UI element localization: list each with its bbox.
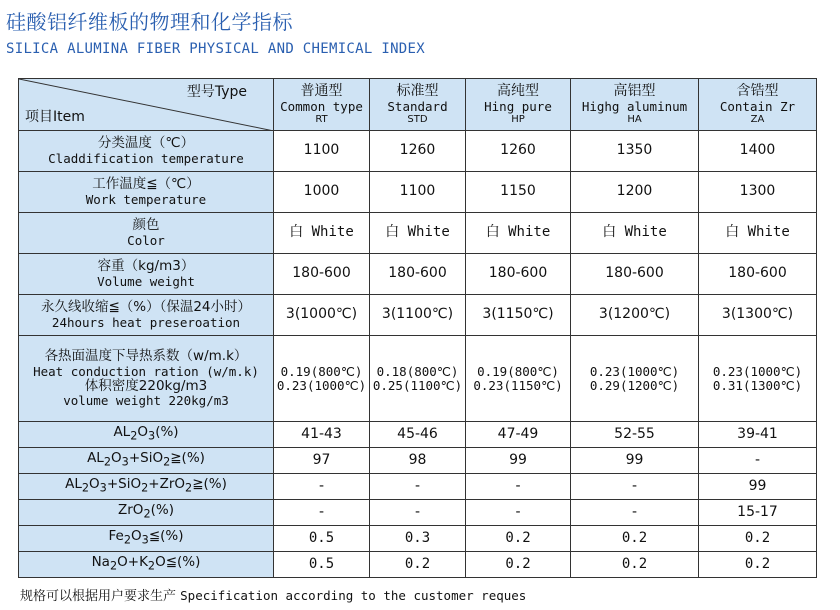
col-header-hp (466, 79, 571, 131)
table-cell: 3(1300℃) (699, 295, 817, 336)
row-label (19, 213, 274, 254)
table-cell: 3(1000℃) (274, 295, 370, 336)
table-cell: 1300 (699, 172, 817, 213)
col-en: Highg aluminum (581, 98, 688, 114)
conduction-row (19, 336, 817, 422)
table-cell: - (274, 500, 370, 526)
table-cell: 99 (699, 474, 817, 500)
col-header-rt (274, 79, 370, 131)
table-cell: 0.2 (466, 552, 571, 578)
table-cell: 3(1150℃) (466, 295, 571, 336)
cell-line: 0.19(800℃) (477, 363, 559, 379)
table-cell: 0.2 (466, 526, 571, 552)
table-row (19, 131, 817, 172)
col-cn: 含锆型 (736, 83, 779, 100)
row-label-cn: 工作温度≦（℃） (92, 176, 200, 193)
table-cell: - (699, 448, 817, 474)
table-cell: 白 White (571, 213, 699, 254)
table-cell: 180-600 (466, 254, 571, 295)
col-code: ZA (750, 113, 765, 125)
table-cell (466, 336, 571, 422)
table-cell (370, 336, 466, 422)
cell-line: 0.23(1000℃) (589, 363, 680, 379)
row-label: $Na_2O+K_2O≦(\%)$ (19, 552, 274, 578)
row-label-en: Volume weight (97, 273, 195, 289)
table-row (19, 422, 817, 448)
row-label: $AL_2O_3+SiO_2+ZrO_2≧(\%)$ (19, 474, 274, 500)
col-header-ha (571, 79, 699, 131)
cell-line: 0.25(1100℃) (372, 377, 463, 393)
cell-line: 0.31(1300℃) (712, 377, 803, 393)
row-label (19, 336, 274, 422)
table-cell: 1400 (699, 131, 817, 172)
table-cell: - (571, 474, 699, 500)
table-cell: 1350 (571, 131, 699, 172)
col-en: Contain Zr (719, 98, 796, 114)
table-cell: 99 (466, 448, 571, 474)
table-row (19, 448, 817, 474)
table-cell: 3(1200℃) (571, 295, 699, 336)
table-row (19, 172, 817, 213)
table-cell: 99 (571, 448, 699, 474)
col-cn: 普通型 (300, 83, 343, 100)
table-cell: 45-46 (370, 422, 466, 448)
table-cell: - (571, 500, 699, 526)
table-cell: 白 White (699, 213, 817, 254)
cell-line: 0.23(1000℃) (712, 363, 803, 379)
spec-table (18, 78, 817, 578)
row-label-cn: 颜色 (132, 217, 160, 234)
table-cell: 180-600 (370, 254, 466, 295)
table-cell: 97 (274, 448, 370, 474)
row-label: $Fe_2O_3≦(\%)$ (19, 526, 274, 552)
table-cell: 52-55 (571, 422, 699, 448)
table-row (19, 254, 817, 295)
row-label: $AL_2O_3(\%)$ (19, 422, 274, 448)
table-cell: 白 White (466, 213, 571, 254)
table-row (19, 474, 817, 500)
row-label (19, 131, 274, 172)
table-cell: 0.2 (571, 526, 699, 552)
table-cell: 0.2 (699, 526, 817, 552)
table-cell: 1200 (571, 172, 699, 213)
table-cell: 0.2 (370, 552, 466, 578)
table-cell (274, 336, 370, 422)
table-cell: 0.5 (274, 552, 370, 578)
col-code: HA (627, 113, 642, 125)
col-header-za (699, 79, 817, 131)
type-label: 型号Type (186, 84, 247, 100)
table-row (19, 526, 817, 552)
row-label: $AL_2O_3+SiO_2≧(\%)$ (19, 448, 274, 474)
table-cell: 1000 (274, 172, 370, 213)
cell-line: 0.18(800℃) (376, 363, 459, 379)
cell-line: 0.19(800℃) (280, 363, 363, 379)
footnote-cn: 规格可以根据用户要求生产 (20, 589, 177, 604)
row-label (19, 172, 274, 213)
row-label-en: Color (127, 232, 165, 248)
table-row (19, 213, 817, 254)
row-label-cn: 分类温度（℃） (97, 135, 195, 152)
row-label: ZrO$_2$(%) (19, 500, 274, 526)
row-label-en: 24hours heat preseroation (51, 314, 241, 330)
table-cell: - (466, 474, 571, 500)
table-cell: 白 White (370, 213, 466, 254)
page-subtitle: SILICA ALUMINA FIBER PHYSICAL AND CHEMICAL INDEX (6, 41, 425, 57)
cell-line: 0.29(1200℃) (589, 377, 680, 393)
table-row (19, 295, 817, 336)
row-label-cn: 永久线收缩≦（%）（保温24小时） (40, 299, 252, 316)
table-cell: 15-17 (699, 500, 817, 526)
table-cell: 白 White (274, 213, 370, 254)
cell-line: 0.23(1150℃) (473, 377, 563, 393)
table-cell: 1260 (370, 131, 466, 172)
col-code: RT (315, 113, 328, 125)
table-cell: - (274, 474, 370, 500)
table-cell: 98 (370, 448, 466, 474)
table-cell (699, 336, 817, 422)
table-cell: - (370, 474, 466, 500)
row-label-en-2: volume weight 220kg/m3 (63, 392, 229, 408)
col-header-std (370, 79, 466, 131)
col-en: Hing pure (484, 98, 552, 114)
row-label-en: Heat conduction ration (w/m.k) (33, 363, 259, 379)
table-cell: 39-41 (699, 422, 817, 448)
table-cell: 0.2 (571, 552, 699, 578)
header-row (19, 79, 817, 131)
table-row (19, 500, 817, 526)
table-cell: 180-600 (699, 254, 817, 295)
row-label (19, 295, 274, 336)
table-cell: 180-600 (571, 254, 699, 295)
row-label-cn: 容重（kg/m3） (97, 258, 195, 275)
table-cell: 47-49 (466, 422, 571, 448)
table-cell: 41-43 (274, 422, 370, 448)
header-corner (19, 79, 274, 131)
table-cell: 3(1100℃) (370, 295, 466, 336)
table-cell: - (466, 500, 571, 526)
table-cell (571, 336, 699, 422)
page-title: 硅酸铝纤维板的物理和化学指标 (6, 10, 293, 34)
table-cell: 1100 (274, 131, 370, 172)
col-code: STD (407, 113, 428, 125)
col-en: Common type (280, 98, 363, 114)
table-cell: - (370, 500, 466, 526)
row-label (19, 254, 274, 295)
table-cell: 1150 (466, 172, 571, 213)
item-label: 项目Item (25, 109, 85, 126)
footnote-en: Specification according to the customer reques (180, 588, 527, 603)
table-cell: 0.2 (699, 552, 817, 578)
row-label-cn-2: 体积密度220kg/m3 (84, 377, 208, 394)
row-label-en: Claddification temperature (48, 150, 244, 166)
row-label-en: Work temperature (85, 191, 207, 207)
table-row (19, 552, 817, 578)
table-cell: 1260 (466, 131, 571, 172)
table-cell: 0.5 (274, 526, 370, 552)
table-cell: 180-600 (274, 254, 370, 295)
col-code: HP (511, 113, 525, 125)
col-cn: 标准型 (396, 83, 439, 100)
col-cn: 高铝型 (613, 83, 656, 100)
cell-line: 0.23(1000℃) (276, 377, 367, 393)
table-cell: 0.3 (370, 526, 466, 552)
table-cell: 1100 (370, 172, 466, 213)
col-en: Standard (387, 98, 448, 114)
footnote (20, 585, 526, 604)
col-cn: 高纯型 (497, 83, 539, 100)
row-label-cn: 各热面温度下导热系数（w/m.k） (44, 348, 248, 365)
